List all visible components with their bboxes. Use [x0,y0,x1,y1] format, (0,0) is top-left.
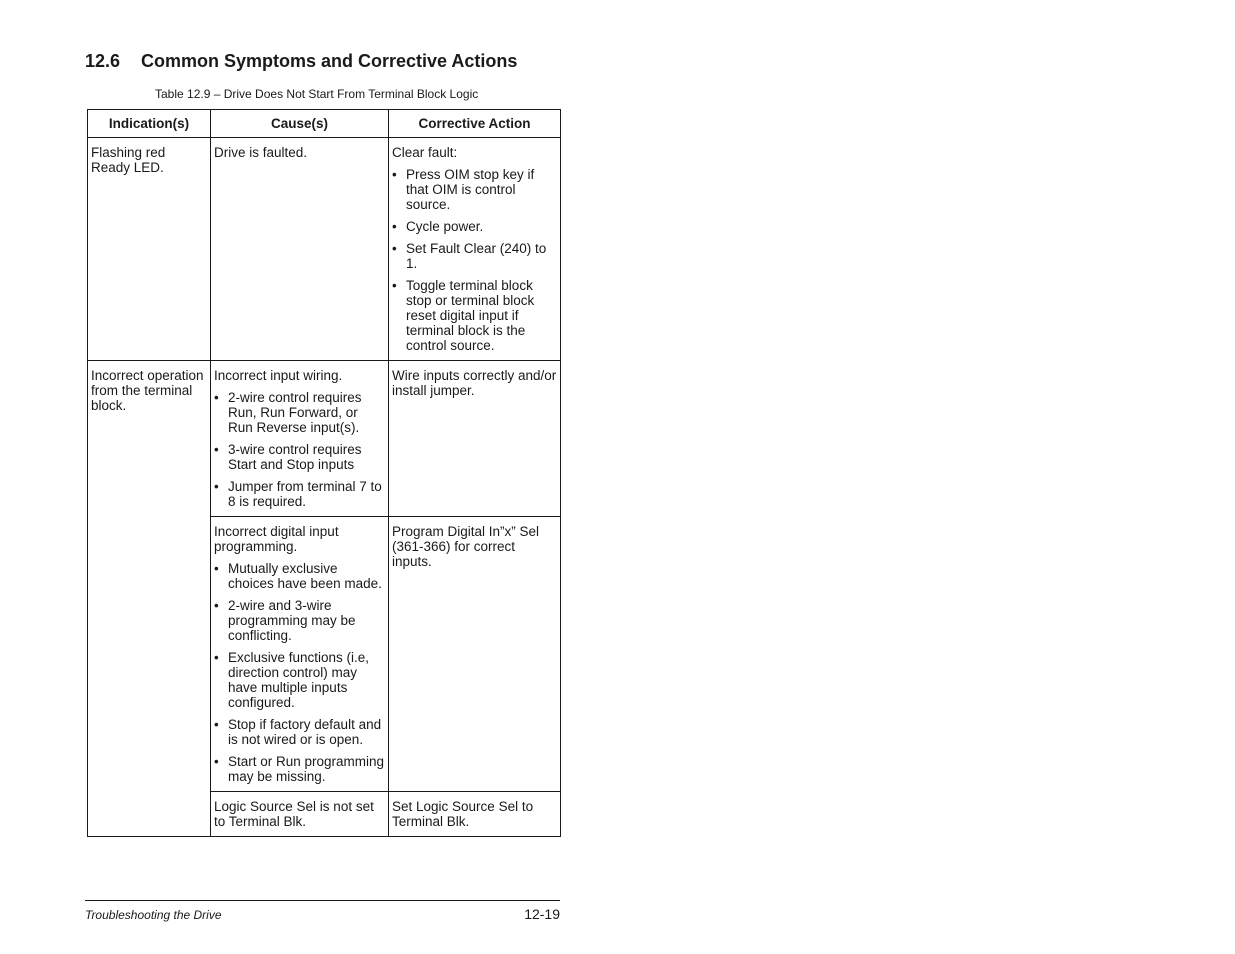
indication-cell: Flashing red Ready LED. [88,138,211,361]
bullet-list [392,167,557,353]
action-cell-text: Clear fault: [392,145,458,160]
bullet-text: Cycle power. [406,219,484,234]
bullet-marker: • [214,561,219,576]
cause-cell-text: Drive is faulted. [214,145,308,160]
bullet-text: Set Fault Clear (240) to 1. [406,241,547,271]
header-indications: Indication(s) [88,110,211,138]
header-causes: Cause(s) [211,110,389,138]
bullet-item [392,219,557,234]
section-heading [85,51,517,72]
bullet-text: 2-wire control requires Run, Run Forward, or Run Reverse input(s). [228,390,362,435]
bullet-marker: • [214,598,219,613]
bullet-marker: • [214,717,219,732]
bullet-marker: • [392,278,397,293]
bullet-text: Toggle terminal block stop or terminal block reset digital input if terminal block is the control source. [406,278,535,353]
section-title: Common Symptoms and Corrective Actions [141,51,518,71]
bullet-item [392,241,557,271]
cause-cell-text: Logic Source Sel is not set to Terminal Blk. [214,799,374,829]
bullet-text: Jumper from terminal 7 to 8 is required. [228,479,382,509]
header-corrective-action: Corrective Action [389,110,561,138]
action-cell [389,361,561,517]
bullet-text: 3-wire control requires Start and Stop inputs [228,442,362,472]
action-cell [389,517,561,792]
cause-cell [211,517,389,792]
bullet-marker: • [214,754,219,769]
footer-page-number: 12-19 [524,906,560,922]
bullet-text: Mutually exclusive choices have been made. [228,561,382,591]
bullet-item [392,167,557,212]
footer-divider [85,900,560,901]
bullet-text: 2-wire and 3-wire programming may be conflicting. [228,598,356,643]
bullet-marker: • [392,241,397,256]
bullet-marker: • [214,479,219,494]
table-row [88,361,561,517]
bullet-marker: • [392,167,397,182]
cause-cell [211,361,389,517]
bullet-item [214,442,385,472]
bullet-item [214,754,385,784]
bullet-marker: • [214,650,219,665]
action-cell-text: Wire inputs correctly and/or install jumper. [392,368,557,398]
bullet-marker: • [214,390,219,405]
action-cell [389,138,561,361]
troubleshooting-table [87,109,561,837]
bullet-text: Start or Run programming may be missing. [228,754,385,784]
cause-cell-text: Incorrect input wiring. [214,368,343,383]
footer-chapter: Troubleshooting the Drive [85,908,222,922]
bullet-item [214,717,385,747]
bullet-list [214,390,385,509]
cause-cell [211,138,389,361]
bullet-item [214,561,385,591]
bullet-item [214,598,385,643]
action-cell [389,792,561,837]
indication-cell: Incorrect operation from the terminal block. [88,361,211,837]
cause-cell-text: Incorrect digital input programming. [214,524,339,554]
bullet-item [214,479,385,509]
bullet-text: Exclusive functions (i.e, direction control) may have multiple inputs configured. [228,650,370,710]
table-body [88,138,561,837]
bullet-text: Stop if factory default and is not wired or is open. [228,717,382,747]
section-number: 12.6 [85,51,121,71]
table-header-row [88,110,561,138]
bullet-item [214,650,385,710]
bullet-text: Press OIM stop key if that OIM is control source. [406,167,535,212]
bullet-marker: • [214,442,219,457]
action-cell-text: Program Digital In”x” Sel (361-366) for correct inputs. [392,524,540,569]
bullet-item [392,278,557,353]
bullet-item [214,390,385,435]
table-caption: Table 12.9 – Drive Does Not Start From Terminal Block Logic [155,87,479,101]
bullet-marker: • [392,219,397,234]
cause-cell [211,792,389,837]
action-cell-text: Set Logic Source Sel to Terminal Blk. [392,799,534,829]
bullet-list [214,561,385,784]
table-row [88,138,561,361]
